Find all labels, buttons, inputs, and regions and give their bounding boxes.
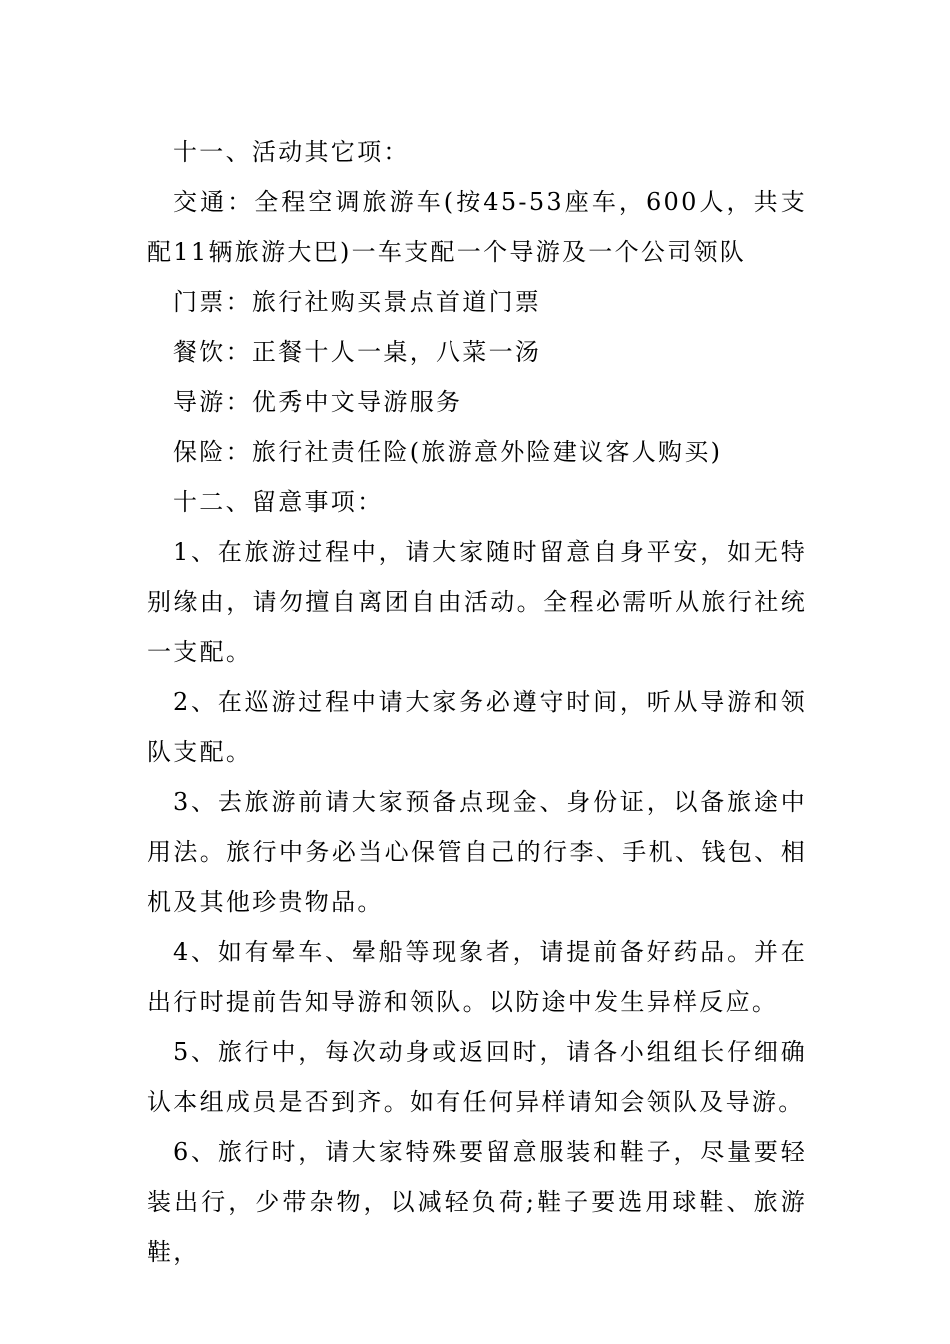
paragraph-guide: 导游：优秀中文导游服务 [173, 388, 463, 416]
paragraph-meals: 餐饮：正餐十人一桌，八菜一汤 [173, 338, 542, 366]
paragraph-tickets: 门票：旅行社购买景点首道门票 [173, 288, 542, 316]
document-body [147, 127, 807, 1277]
section-heading-other-items: 十一、活动其它项： [173, 138, 410, 166]
paragraph-insurance: 保险：旅行社责任险(旅游意外险建议客人购买) [173, 438, 723, 466]
note-item-5: 5、旅行中，每次动身或返回时，请各小组组长仔细确认本组成员是否到齐。如有任何异样请知会领队及导游。 [147, 1038, 807, 1116]
note-item-2: 2、在巡游过程中请大家务必遵守时间，听从导游和领队支配。 [147, 688, 807, 766]
note-item-3: 3、去旅游前请大家预备点现金、身份证，以备旅途中用法。旅行中务必当心保管自己的行李、手机、钱包、相机及其他珍贵物品。 [147, 788, 807, 916]
note-item-6: 6、旅行时，请大家特殊要留意服装和鞋子，尽量要轻装出行，少带杂物，以减轻负荷;鞋子要选用球鞋、旅游鞋， [147, 1138, 807, 1266]
note-item-1: 1、在旅游过程中，请大家随时留意自身平安，如无特别缘由，请勿擅自离团自由活动。全程必需听从旅行社统一支配。 [147, 538, 807, 666]
paragraph-transport: 交通：全程空调旅游车(按45-53座车，600人，共支配11辆旅游大巴)一车支配一个导游及一个公司领队 [147, 188, 807, 266]
note-item-4: 4、如有晕车、晕船等现象者，请提前备好药品。并在出行时提前告知导游和领队。以防途中发生异样反应。 [147, 938, 807, 1016]
section-heading-notes: 十二、留意事项： [173, 488, 384, 516]
